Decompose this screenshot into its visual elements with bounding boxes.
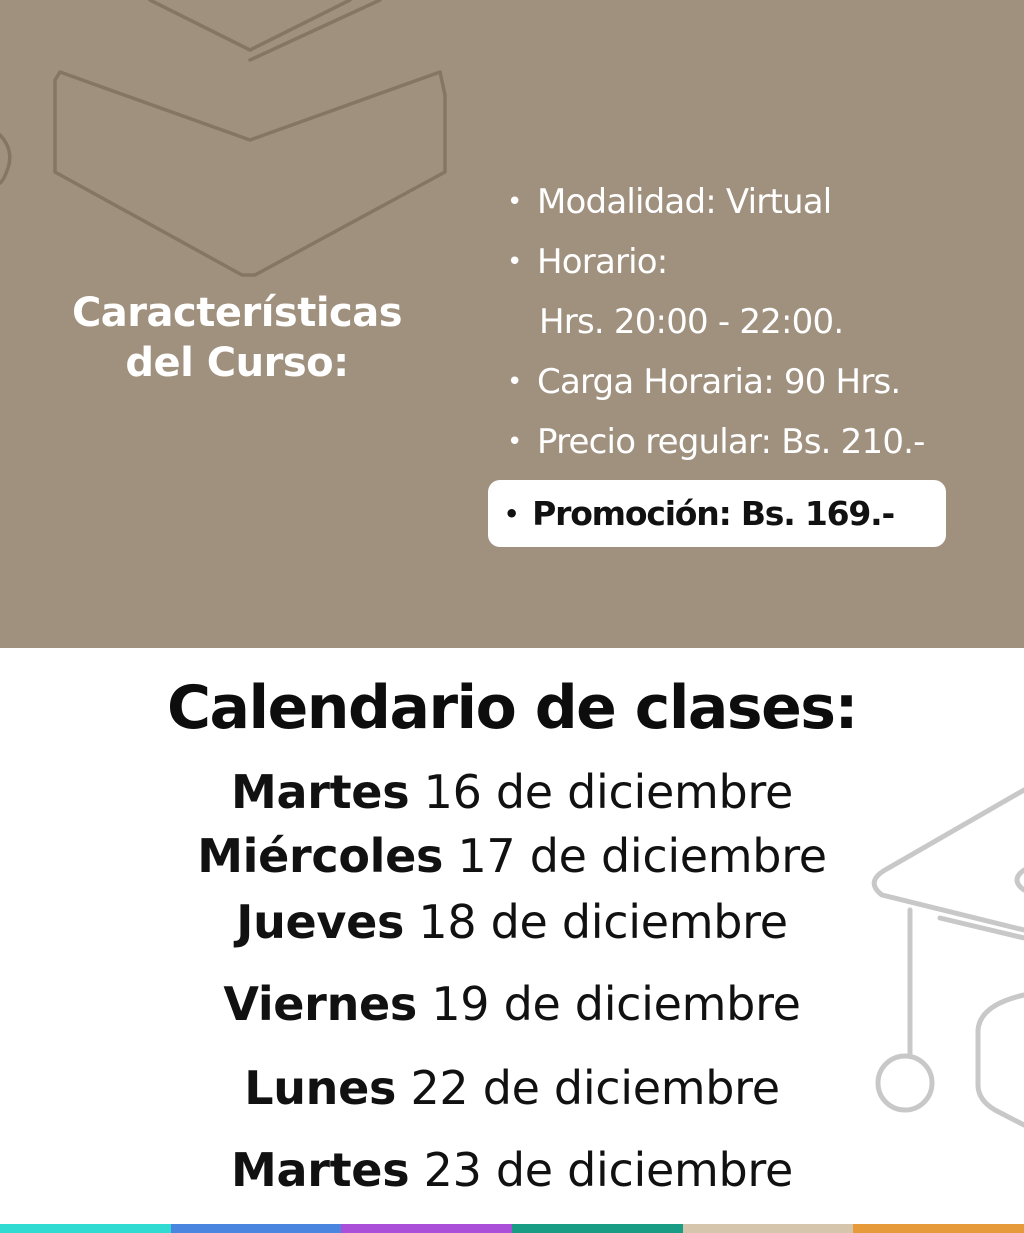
class-date: 17 de diciembre [457,829,827,883]
class-date-1 [0,762,1024,822]
calendar-title: Calendario de clases: [167,673,857,743]
stripe-segment [683,1224,854,1233]
stripe-segment [341,1224,512,1233]
heading-line-1: Características [71,290,403,336]
feature-text: Carga Horaria: 90 Hrs. [537,362,901,402]
feature-text: Horario: [537,242,668,282]
promo-badge [488,480,946,547]
class-weekday: Lunes [244,1061,397,1115]
class-date-3 [0,892,1024,952]
class-weekday: Martes [231,1143,410,1197]
class-date: 19 de diciembre [431,977,801,1031]
feature-modalidad [505,176,925,236]
class-date-5 [0,1058,1024,1118]
class-date: 16 de diciembre [423,765,793,819]
class-weekday: Martes [231,765,410,819]
class-date-4 [0,974,1024,1034]
stripe-segment [512,1224,683,1233]
class-weekday: Viernes [223,977,417,1031]
promo-text: Promoción: Bs. 169.- [532,494,894,533]
feature-text: Modalidad: Virtual [537,182,832,222]
class-date: 23 de diciembre [423,1143,793,1197]
feature-horario [505,236,925,296]
class-weekday: Jueves [236,895,405,949]
bullet-icon: • [504,499,519,528]
section-heading [22,288,452,388]
class-weekday: Miércoles [197,829,444,883]
bullet-icon: • [507,247,522,277]
stripe-segment [853,1224,1024,1233]
class-date: 18 de diciembre [418,895,788,949]
graduation-cap-outline-icon [0,0,520,300]
class-date: 22 de diciembre [410,1061,780,1115]
bullet-icon: • [507,367,522,397]
feature-text: Precio regular: Bs. 210.- [537,422,925,462]
features-list [505,176,925,476]
feature-text: Hrs. 20:00 - 22:00. [539,302,844,342]
class-date-6 [0,1140,1024,1200]
feature-carga-horaria [505,356,925,416]
stripe-segment [171,1224,342,1233]
stripe-segment [0,1224,171,1233]
footer-color-stripe [0,1224,1024,1233]
feature-precio-regular [505,416,925,476]
bullet-icon: • [507,427,522,457]
bullet-icon: • [507,187,522,217]
heading-line-2: del Curso: [125,340,349,386]
class-date-2 [0,826,1024,886]
feature-horario-value [505,296,925,356]
